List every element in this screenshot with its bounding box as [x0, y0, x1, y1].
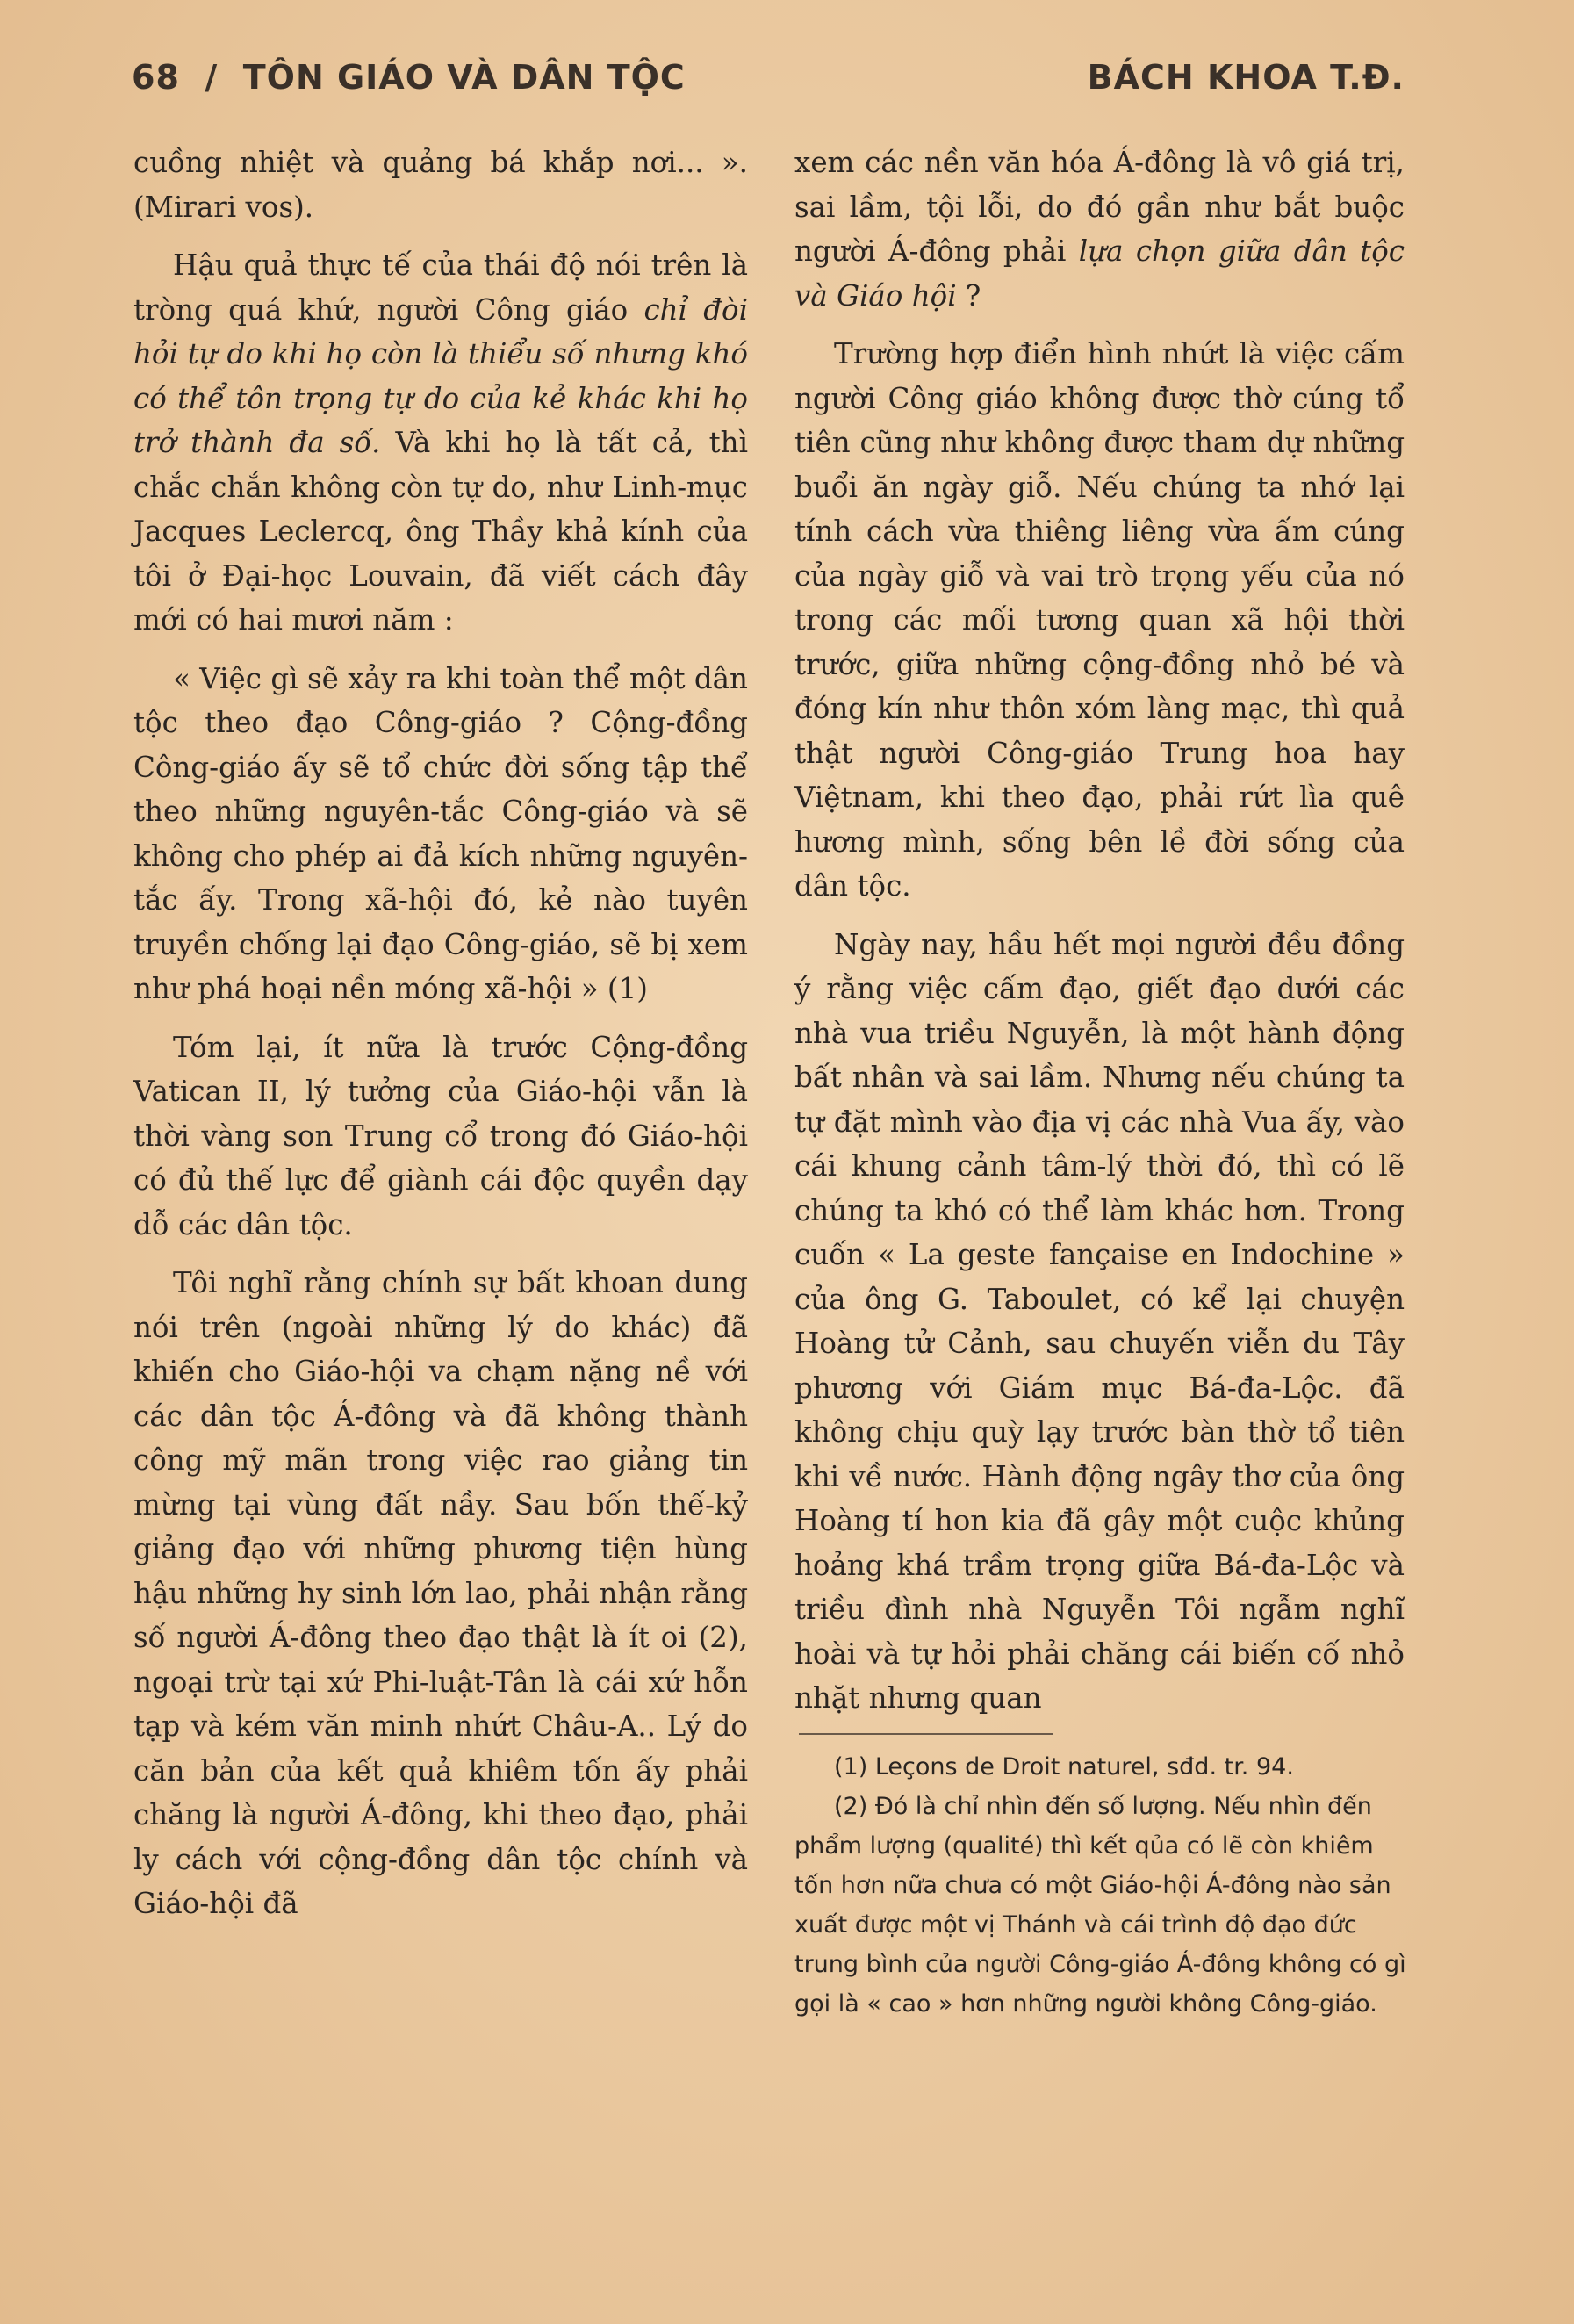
section-title: TÔN GIÁO VÀ DÂN TỘC — [242, 58, 686, 97]
footnote-2: (2) Đó là chỉ nhìn đến số lượng. Nếu nhìn đến phẩm lượng (qualité) thì kết qủa có lẽ còn khiêm tốn hơn nữa chưa có một Giáo-hội Á-đông nào sản xuất được một vị Thánh và cái trình độ đạo đức trung bình của người Công-giáo Á-đông không có gì gọi là « cao » hơn những người không Công-giáo. — [794, 1793, 1406, 2018]
text-run: Hậu quả thực tế của thái độ nói trên là tròng quá khứ, người Công giáo — [133, 248, 748, 327]
footnote-divider — [799, 1733, 1053, 1735]
text-run: Và khi họ là tất cả, thì chắc chắn không còn tự do, như Linh-mục Jacques Leclercq, ông Thầy khả kính của tôi ở Đại-học Louvain, đã viết cách đây mới có hai mươi năm : — [133, 426, 748, 637]
text-run: ? — [956, 278, 981, 313]
text-run: xem các nền văn hóa Á-đông là vô giá trị, sai lầm, tội lỗi, do đó gần như bắt buộc người Á-đông phải — [794, 146, 1405, 268]
paragraph: Trường hợp điển hình nhứt là việc cấm người Công giáo không được thờ cúng tổ tiên cũng như không được tham dự những buổi ăn ngày giỗ. Nếu chúng ta nhớ lại tính cách vừa thiêng liêng vừa ấm cúng của ngày giỗ và vai trò trọng yếu của nó trong các mối tương quan xã hội thời trước, giữa những cộng-đồng nhỏ bé và đóng kín như thôn xóm làng mạc, thì quả thật người Công-giáo Trung hoa hay Việtnam, khi theo đạo, phải rứt lìa quê hương mình, sống bên lề đời sống của dân tộc. — [794, 337, 1405, 903]
footnote-1: (1) Leçons de Droit naturel, sđd. tr. 94. — [834, 1753, 1294, 1781]
right-column — [794, 140, 1405, 1735]
page-number: 68 — [132, 58, 180, 97]
emphasis-text: lựa chọn giữa dân tộc và Giáo hội — [794, 234, 1405, 313]
paragraph: Ngày nay, hầu hết mọi người đều đồng ý rằng việc cấm đạo, giết đạo dưới các nhà vua triều Nguyễn, là một hành động bất nhân và sai lầm. Nhưng nếu chúng ta tự đặt mình vào địa vị các nhà Vua ấy, vào cái khung cảnh tâm-lý thời đó, thì có lẽ chúng ta khó có thể làm khác hơn. Trong cuốn « La geste fançaise en Indochine » của ông G. Taboulet, có kể lại chuyện Hoàng tử Cảnh, sau chuyến viễn du Tây phương với Giám mục Bá-đa-Lộc. đã không chịu quỳ lạy trước bàn thờ tổ tiên khi về nước. Hành động ngây thơ của ông Hoàng tí hon kia đã gây một cuộc khủng hoảng khá trầm trọng giữa Bá-đa-Lộc và triều đình nhà Nguyễn Tôi ngẫm nghĩ hoài và tự hỏi phải chăng cái biến cố nhỏ nhặt nhưng quan — [794, 927, 1405, 1715]
paragraph — [794, 140, 1405, 318]
journal-title: BÁCH KHOA T.Đ. — [1087, 58, 1405, 97]
paragraph — [133, 243, 748, 643]
footnotes — [794, 1747, 1409, 2024]
paragraph: Tôi nghĩ rằng chính sự bất khoan dung nói trên (ngoài những lý do khác) đã khiến cho Giáo-hội va chạm nặng nề với các dân tộc Á-đông và đã không thành công mỹ mãn trong việc rao giảng tin mừng tại vùng đất nầy. Sau bốn thế-kỷ giảng đạo với những phương tiện hùng hậu những hy sinh lớn lao, phải nhận rằng số người Á-đông theo đạo thật là ít oi (2), ngoại trừ tại xứ Phi-luật-Tân là cái xứ hỗn tạp và kém văn minh nhứt Châu-A.. Lý do căn bản của kết quả khiêm tốn ấy phải chăng là người Á-đông, khi theo đạo, phải ly cách với cộng-đồng dân tộc chính và Giáo-hội đã — [133, 1266, 748, 1920]
header-separator: / — [205, 58, 219, 97]
left-column — [133, 140, 748, 1940]
paragraph: Tóm lại, ít nữa là trước Cộng-đồng Vatican II, lý tưởng của Giáo-hội vẫn là thời vàng son Trung cổ trong đó Giáo-hội có đủ thế lực để giành cái độc quyền dạy dỗ các dân tộc. — [133, 1030, 748, 1241]
quotation: « Việc gì sẽ xảy ra khi toàn thể một dân tộc theo đạo Công-giáo ? Cộng-đồng Công-giáo ấy sẽ tổ chức đời sống tập thể theo những nguyên-tắc Công-giáo và sẽ không cho phép ai đả kích những nguyên-tắc ấy. Trong xã-hội đó, kẻ nào tuyên truyền chống lại đạo Công-giáo, sẽ bị xem như phá hoại nền móng xã-hội » (1) — [133, 661, 748, 1005]
running-header — [132, 51, 1405, 104]
emphasis-text: chỉ đòi hỏi tự do khi họ còn là thiểu số nhưng khó có thể tôn trọng tự do của kẻ khác khi họ trở thành đa số. — [133, 292, 748, 459]
paragraph: cuồng nhiệt và quảng bá khắp nơi... ». (Mirari vos). — [133, 146, 748, 224]
header-left — [132, 58, 686, 97]
